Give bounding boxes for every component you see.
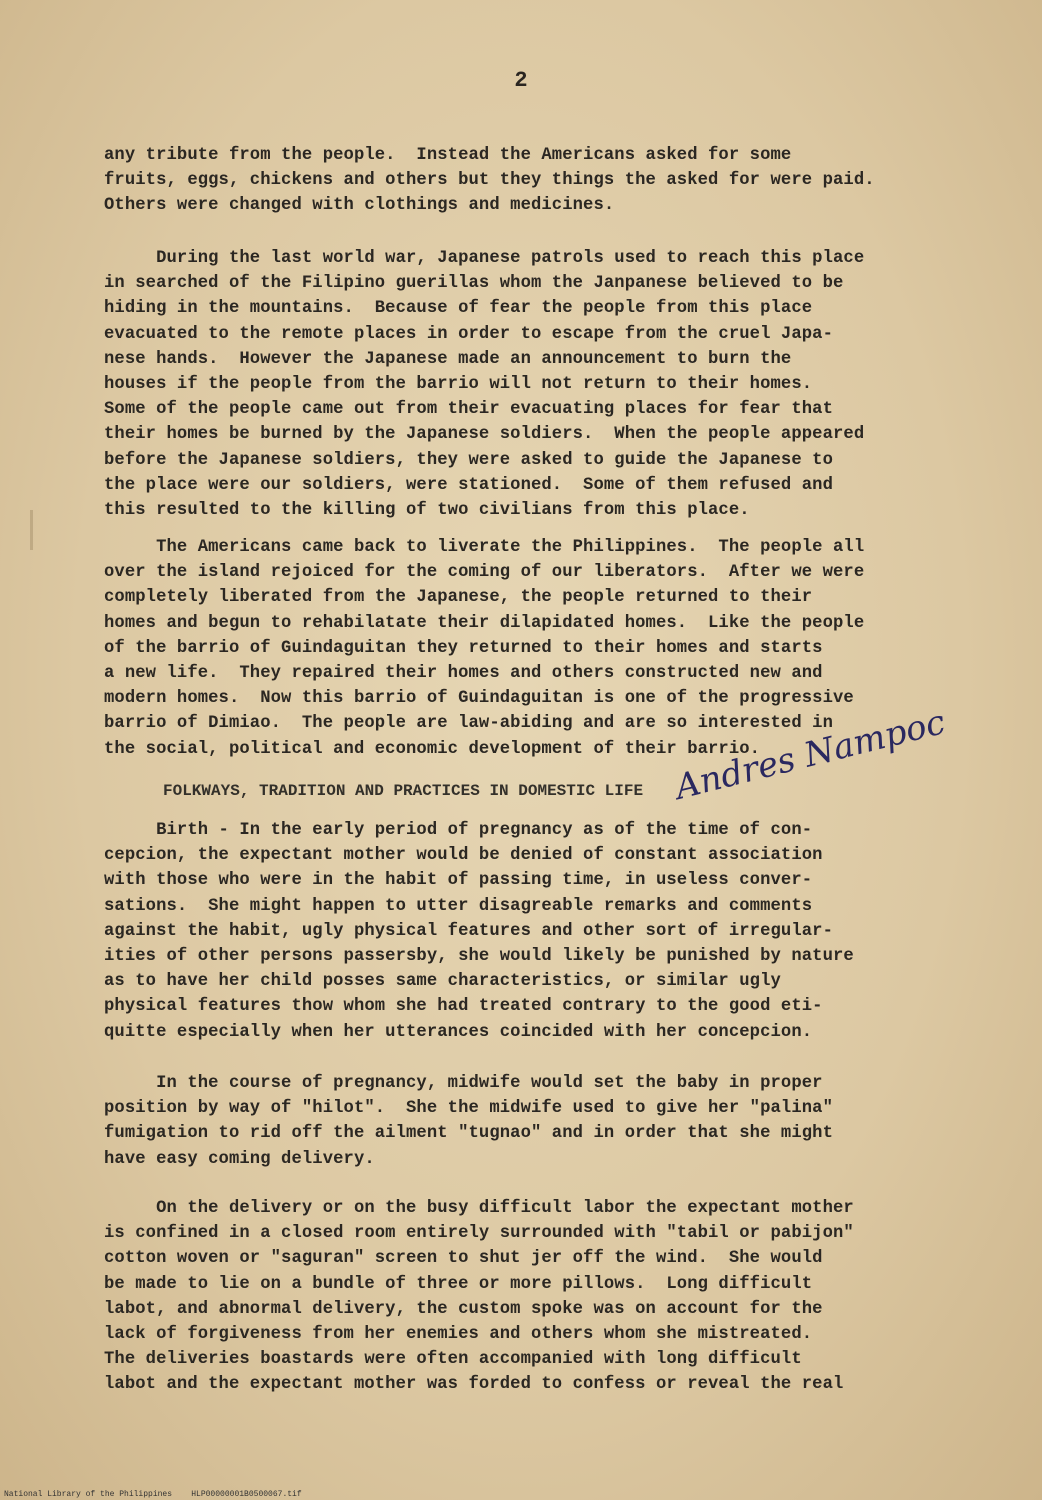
text-line: any tribute from the people. Instead the Americans asked for some [104,146,792,165]
text-line: houses if the people from the barrio will not return to their homes. [104,375,813,395]
text-line: cotton woven or "saguran" screen to shut jer off the wind. She would [104,1249,823,1269]
text-line: Others were changed with clothings and medicines. [104,196,615,216]
text-line: lack of forgiveness from her enemies and others whom she mistreated. [104,1325,813,1345]
text-line: evacuated to the remote places in order to escape from the cruel Japa- [104,324,833,344]
text-line: before the Japanese soldiers, they were asked to guide the Japanese to [104,450,833,470]
text-line: completely liberated from the Japanese, the people returned to their [104,588,813,608]
paragraph-1 [104,143,1004,219]
text-line: position by way of "hilot". She the midwife used to give her "palina" [104,1099,833,1119]
text-line: as to have her child posses same characteristics, or similar ugly [104,972,781,992]
text-line: In the course of pregnancy, midwife would set the baby in proper [104,1074,823,1093]
text-line: labot and the expectant mother was forded to confess or reveal the real [104,1375,844,1395]
text-line: the social, political and economic development of their barrio. [104,739,761,759]
paragraph-pregnancy [104,1071,1004,1172]
paragraph-delivery [104,1196,1004,1398]
text-line: the place were our soldiers, were stationed. Some of them refused and [104,475,833,495]
text-line: sations. She might happen to utter disagreable remarks and comments [104,896,813,916]
text-line: ities of other persons passersby, she would likely be punished by nature [104,947,854,967]
text-line: The deliveries boastards were often accompanied with long difficult [104,1350,802,1370]
text-line: over the island rejoiced for the coming of our liberators. After we were [104,563,865,583]
handwritten-signature: Andres Nampoc [671,702,950,808]
text-line: On the delivery or on the busy difficult labor the expectant mother [104,1199,854,1218]
text-line: physical features thow whom she had treated contrary to the good eti- [104,997,823,1017]
text-line: The Americans came back to liverate the Philippines. The people all [104,538,865,557]
paragraph-birth [104,818,1004,1045]
text-line: modern homes. Now this barrio of Guindaguitan is one of the progressive [104,689,854,709]
text-line: During the last world war, Japanese patrols used to reach this place [104,249,865,268]
text-line: their homes be burned by the Japanese soldiers. When the people appeared [104,425,865,445]
scan-footer: National Library of the Philippines HLP00000001B0500067.tif [4,1490,302,1499]
text-line: fruits, eggs, chickens and others but they things the asked for were paid. [104,171,875,191]
text-line: Some of the people came out from their evacuating places for fear that [104,400,833,420]
text-line: nese hands. However the Japanese made an announcement to burn the [104,349,792,369]
text-line: labot, and abnormal delivery, the custom spoke was on account for the [104,1299,823,1319]
text-line: barrio of Dimiao. The people are law-abiding and are so interested in [104,714,833,734]
text-line: in searched of the Filipino guerillas whom the Janpanese believed to be [104,274,844,294]
text-line: be made to lie on a bundle of three or more pillows. Long difficult [104,1274,813,1294]
text-line: hiding in the mountains. Because of fear the people from this place [104,299,813,319]
text-line: cepcion, the expectant mother would be denied of constant association [104,846,823,866]
text-line: against the habit, ugly physical features and other sort of irregular- [104,921,833,941]
text-line: this resulted to the killing of two civilians from this place. [104,501,750,521]
text-line: a new life. They repaired their homes and others constructed new and [104,664,823,684]
text-line: with those who were in the habit of passing time, in useless conver- [104,871,813,891]
paragraph-2 [104,246,1004,523]
page-number: 2 [514,68,528,93]
text-line: is confined in a closed room entirely surrounded with "tabil or pabijon" [104,1224,854,1244]
text-line: of the barrio of Guindaguitan they returned to their homes and starts [104,638,823,658]
margin-mark [30,510,33,550]
text-line: have easy coming delivery. [104,1149,375,1169]
text-line: homes and begun to rehabilatate their dilapidated homes. Like the people [104,613,865,633]
section-heading: FOLKWAYS, TRADITION AND PRACTICES IN DOMESTIC LIFE [163,782,644,800]
text-line: fumigation to rid off the ailment "tugnao" and in order that she might [104,1124,833,1144]
text-line: quitte especially when her utterances coincided with her concepcion. [104,1022,813,1042]
text-line: Birth - In the early period of pregnancy as of the time of con- [104,821,813,840]
